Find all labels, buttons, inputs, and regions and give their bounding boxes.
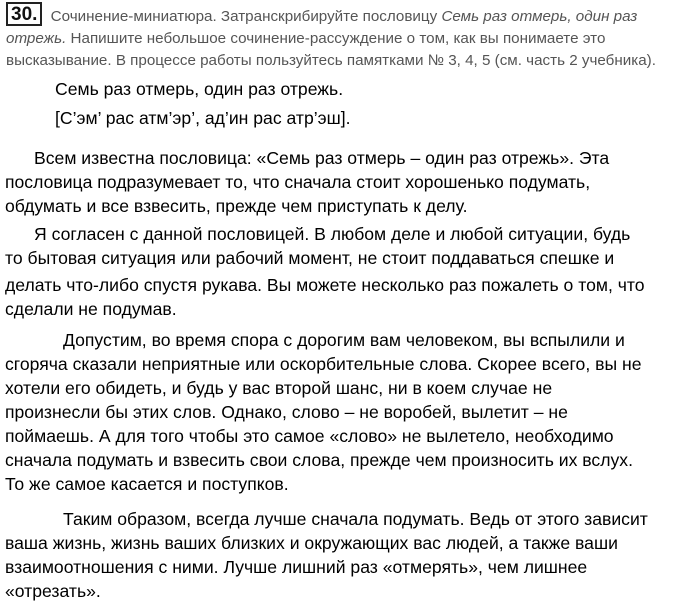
paragraph-4-line-3: взаимоотношения с ними. Лучше лишний раз «отмерять», чем лишнее	[5, 557, 588, 577]
paragraph-3-line-5: поймаешь. А для того чтобы это самое «слово» не вылетело, необходимо	[5, 426, 614, 446]
paragraph-3	[5, 328, 697, 496]
paragraph-3-line-4: произнесли бы этих слов. Однако, слово – не воробей, вылетит – не	[5, 402, 568, 422]
paragraph-3-line-7: То же самое касается и поступков.	[5, 474, 289, 494]
task-proverb: Семь раз отмерь, один раз отрежь.	[6, 8, 638, 47]
paragraph-1-line-1: Всем известна пословица: «Семь раз отмерь – один раз отрежь». Эта	[34, 148, 610, 168]
paragraph-2	[5, 222, 697, 321]
paragraph-3-line-6: сначала подумать и взвесить свои слова, прежде чем произносить их вслух.	[5, 450, 633, 470]
paragraph-1-line-3: обдумать и все взвесить, прежде чем приступать к делу.	[5, 196, 468, 216]
paragraph-2-line-2: то бытовая ситуация или рабочий момент, не стоит поддаваться спешке и	[5, 248, 615, 268]
paragraph-2-line-1: Я согласен с данной пословицей. В любом деле и любой ситуации, будь	[34, 224, 631, 244]
paragraph-4	[5, 507, 697, 603]
paragraph-2-line-3: делать что-либо спустя рукава. Вы можете несколько раз пожалеть о том, что	[5, 275, 645, 295]
answer-transcription: [С’эм’ рас атм’эр’, ад’ин рас атр’эш].	[55, 108, 351, 128]
paragraph-4-line-2: ваша жизнь, жизнь ваших близких и окружающих вас людей, а также ваши	[5, 533, 618, 553]
task-statement	[6, 2, 694, 72]
paragraph-3-line-3: хотели его обидеть, и будь у вас второй шанс, ни в коем случае не	[5, 378, 553, 398]
paragraph-1	[5, 146, 697, 218]
paragraph-4-line-4: «отрезать».	[5, 581, 101, 601]
task-instruction: Напишите небольшое сочинение-рассуждение о том, как вы понимаете это высказывание. В процессе работы пользуйтесь памятками № 3, 4, 5 (см. часть 2 учебника).	[6, 30, 656, 69]
paragraph-2-line-4: сделали не подумав.	[5, 299, 177, 319]
paragraph-3-line-2: сгоряча сказали неприятные или оскорбительные слова. Скорее всего, вы не	[5, 354, 642, 374]
task-number-badge: 30.	[6, 2, 42, 26]
paragraph-3-line-1: Допустим, во время спора с дорогим вам человеком, вы вспылили и	[63, 330, 625, 350]
answer-proverb: Семь раз отмерь, один раз отрежь.	[55, 79, 344, 99]
paragraph-1-line-2: пословица подразумевает то, что сначала стоит хорошенько подумать,	[5, 172, 591, 192]
task-intro: Сочинение-миниатюра. Затранскрибируйте пословицу	[50, 8, 438, 25]
paragraph-4-line-1: Таким образом, всегда лучше сначала подумать. Ведь от этого зависит	[63, 509, 648, 529]
